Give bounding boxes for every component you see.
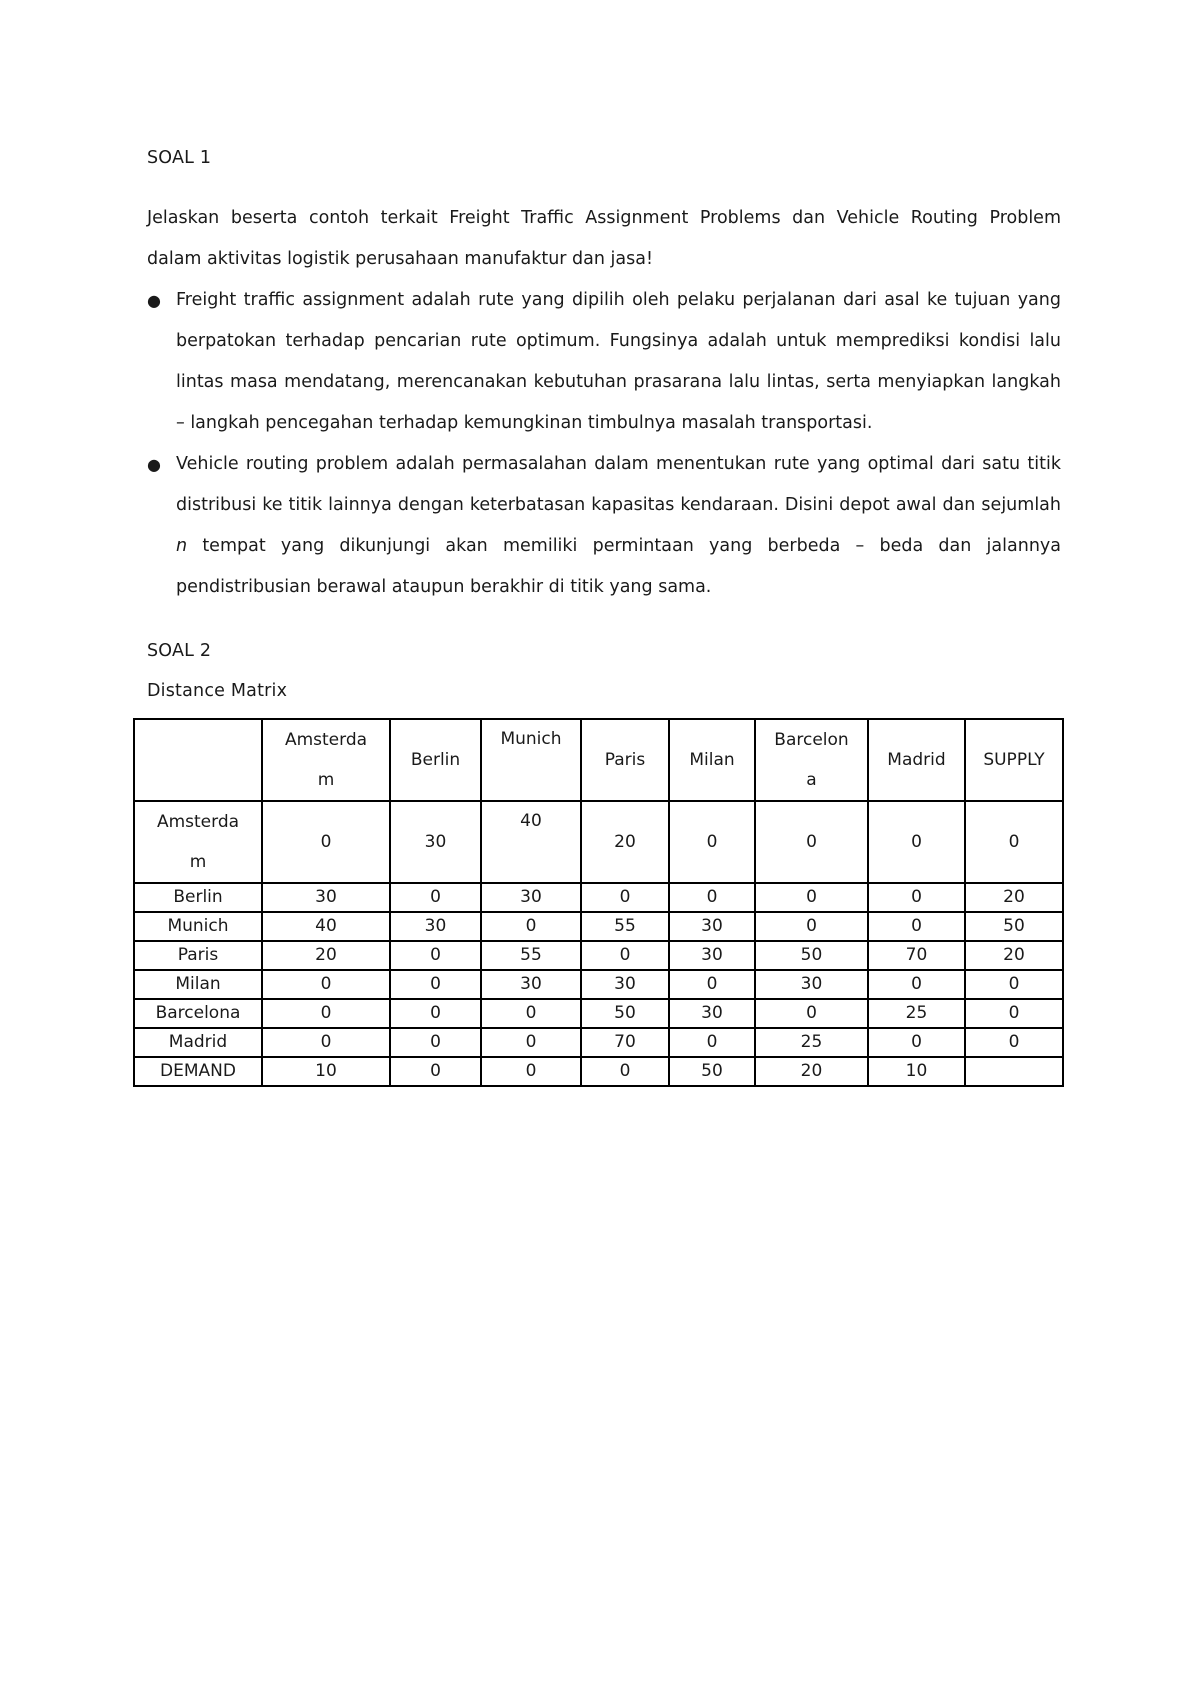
soal1-answer-list: [147, 280, 1061, 608]
matrix-cell: 0: [965, 999, 1063, 1028]
matrix-cell: 0: [262, 1028, 390, 1057]
row-label: Berlin: [134, 883, 262, 912]
matrix-cell: 0: [755, 883, 868, 912]
row-label: Milan: [134, 970, 262, 999]
answer-text-freight: Freight traffic assignment adalah rute yang dipilih oleh pelaku perjalanan dari asal ke tujuan yang berpatokan terhadap pencarian rute optimum. Fungsinya adalah untuk memprediksi kondisi lalu lintas masa mendatang, merencanakan kebutuhan prasarana lalu lintas, serta menyiapkan langkah – langkah pencegahan terhadap kemungkinan timbulnya masalah transportasi.: [176, 290, 1061, 433]
answer-text-vrp-a: Vehicle routing problem adalah permasalahan dalam menentukan rute yang optimal dari satu titik distribusi ke titik lainnya dengan keterbatasan kapasitas kendaraan. Disini depot awal dan sejumlah: [176, 454, 1061, 515]
matrix-row-amsterdam: [134, 801, 1063, 883]
matrix-cell: 0: [581, 883, 669, 912]
answer-bullet-freight: [147, 280, 1061, 444]
matrix-cell: 0: [669, 801, 755, 883]
matrix-cell: 0: [755, 999, 868, 1028]
matrix-cell: 30: [481, 883, 581, 912]
matrix-cell: 10: [868, 1057, 965, 1086]
matrix-cell: 25: [755, 1028, 868, 1057]
matrix-cell: 20: [755, 1057, 868, 1086]
matrix-cell: 0: [390, 999, 481, 1028]
header-paris: Paris: [581, 719, 669, 801]
header-supply: SUPPLY: [965, 719, 1063, 801]
matrix-cell: 30: [755, 970, 868, 999]
header-madrid: Madrid: [868, 719, 965, 801]
soal1-question: [147, 198, 1061, 280]
matrix-cell: 0: [390, 1028, 481, 1057]
matrix-cell: 50: [965, 912, 1063, 941]
question-line-1: Jelaskan beserta contoh terkait Freight Traffic Assignment Problems dan Vehicle Routing Problem: [147, 208, 1061, 228]
matrix-cell: 30: [390, 801, 481, 883]
matrix-cell: 0: [868, 970, 965, 999]
matrix-cell: 0: [868, 1028, 965, 1057]
matrix-cell: 10: [262, 1057, 390, 1086]
matrix-cell: 50: [669, 1057, 755, 1086]
matrix-row-demand: [134, 1057, 1063, 1086]
matrix-cell: 50: [755, 941, 868, 970]
matrix-cell: 30: [390, 912, 481, 941]
matrix-cell: 0: [868, 883, 965, 912]
matrix-cell: 0: [669, 1028, 755, 1057]
matrix-cell: 0: [755, 912, 868, 941]
matrix-cell: 20: [965, 883, 1063, 912]
bullet-dot-icon: ●: [147, 455, 161, 474]
header-berlin: Berlin: [390, 719, 481, 801]
row-label: DEMAND: [134, 1057, 262, 1086]
soal2-heading: SOAL 2: [147, 641, 212, 661]
matrix-cell: 0: [481, 999, 581, 1028]
matrix-cell: 30: [669, 912, 755, 941]
row-label-amsterdam: Amsterda m: [134, 801, 262, 883]
matrix-cell: 30: [262, 883, 390, 912]
matrix-cell: 0: [581, 941, 669, 970]
matrix-header-row: [134, 719, 1063, 801]
matrix-cell: 0: [390, 883, 481, 912]
matrix-row-paris: [134, 941, 1063, 970]
bullet-dot-icon: ●: [147, 291, 161, 310]
header-milan: Milan: [669, 719, 755, 801]
matrix-cell: 55: [581, 912, 669, 941]
matrix-cell: 0: [868, 801, 965, 883]
matrix-cell: 20: [581, 801, 669, 883]
row-label: Munich: [134, 912, 262, 941]
matrix-cell: 30: [581, 970, 669, 999]
matrix-cell: 0: [669, 883, 755, 912]
matrix-cell: 70: [868, 941, 965, 970]
matrix-cell: 0: [390, 1057, 481, 1086]
header-munich: Munich: [481, 719, 581, 801]
soal1-heading: SOAL 1: [147, 148, 212, 168]
header-corner-cell: [134, 719, 262, 801]
matrix-cell: 0: [390, 941, 481, 970]
matrix-cell: 20: [965, 941, 1063, 970]
matrix-body: [134, 883, 1063, 1086]
question-line-2: dalam aktivitas logistik perusahaan manufaktur dan jasa!: [147, 249, 653, 269]
matrix-cell: 0: [965, 1028, 1063, 1057]
row-label: Paris: [134, 941, 262, 970]
matrix-cell: 0: [669, 970, 755, 999]
matrix-cell: [965, 1057, 1063, 1086]
distance-matrix-title: Distance Matrix: [147, 681, 288, 701]
matrix-cell: 0: [262, 801, 390, 883]
matrix-row-madrid: [134, 1028, 1063, 1057]
row-label: Madrid: [134, 1028, 262, 1057]
matrix-cell: 40: [262, 912, 390, 941]
matrix-cell: 0: [481, 1057, 581, 1086]
matrix-cell: 30: [669, 941, 755, 970]
answer-text-vrp-italic: n: [176, 536, 188, 556]
answer-text-vrp-b: tempat yang dikunjungi akan memiliki permintaan yang berbeda – beda dan jalannya pendistribusian berawal ataupun berakhir di titik yang sama.: [176, 536, 1061, 597]
matrix-row-berlin: [134, 883, 1063, 912]
header-barcelona: Barcelon a: [755, 719, 868, 801]
matrix-cell: 0: [481, 912, 581, 941]
matrix-cell: 0: [262, 970, 390, 999]
matrix-cell: 0: [755, 801, 868, 883]
matrix-cell: 25: [868, 999, 965, 1028]
matrix-cell: 40: [481, 801, 581, 883]
matrix-cell: 0: [481, 1028, 581, 1057]
matrix-cell: 30: [669, 999, 755, 1028]
distance-matrix-table: [133, 718, 1064, 1087]
matrix-cell: 0: [868, 912, 965, 941]
matrix-cell: 0: [965, 801, 1063, 883]
header-amsterdam: Amsterda m: [262, 719, 390, 801]
matrix-cell: 50: [581, 999, 669, 1028]
matrix-cell: 30: [481, 970, 581, 999]
matrix-cell: 0: [965, 970, 1063, 999]
row-label: Barcelona: [134, 999, 262, 1028]
matrix-cell: 0: [390, 970, 481, 999]
answer-bullet-vrp: [147, 444, 1061, 608]
matrix-cell: 0: [262, 999, 390, 1028]
matrix-cell: 20: [262, 941, 390, 970]
matrix-cell: 70: [581, 1028, 669, 1057]
matrix-row-milan: [134, 970, 1063, 999]
matrix-cell: 0: [581, 1057, 669, 1086]
matrix-cell: 55: [481, 941, 581, 970]
matrix-row-barcelona: [134, 999, 1063, 1028]
matrix-row-munich: [134, 912, 1063, 941]
